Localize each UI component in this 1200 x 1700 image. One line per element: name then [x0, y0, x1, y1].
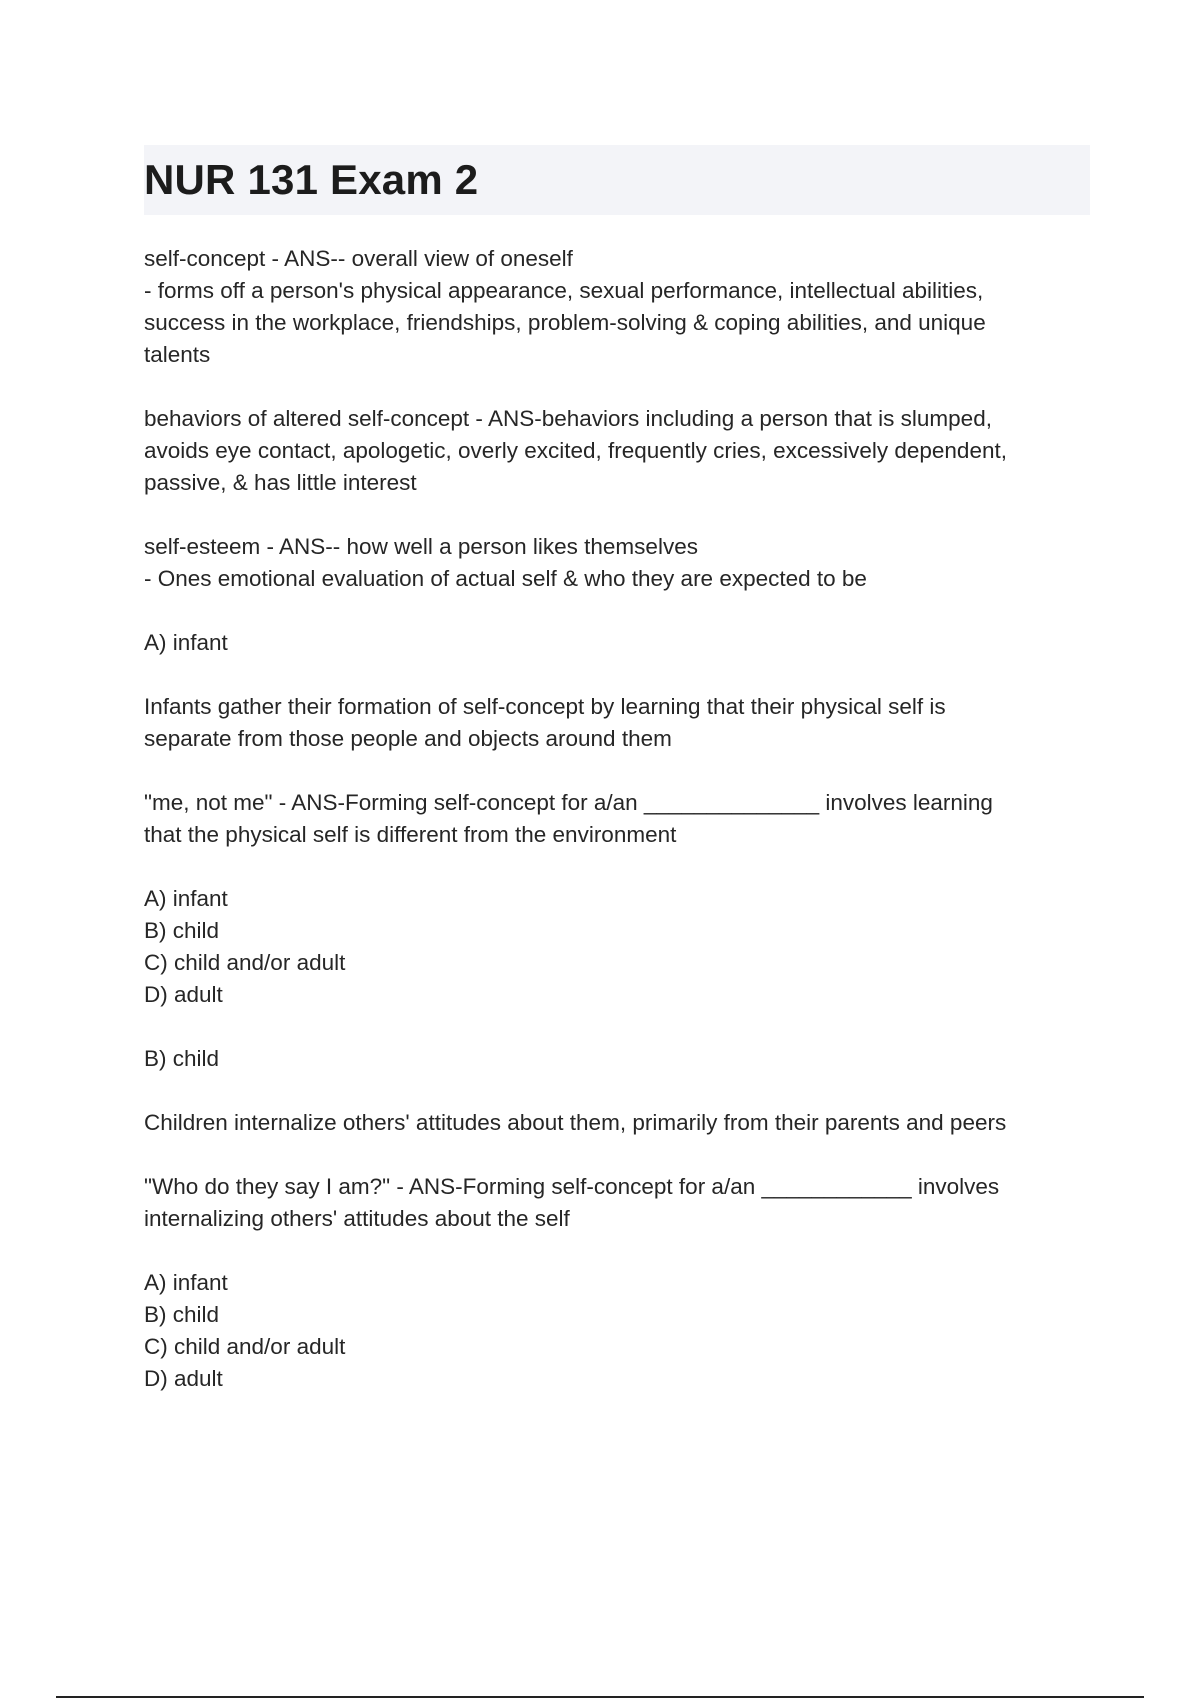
text-line: separate from those people and objects around them	[144, 726, 672, 751]
option-line: D) adult	[144, 982, 223, 1007]
option-line: C) child and/or adult	[144, 1334, 346, 1359]
explanation-block	[144, 1107, 1094, 1139]
text-block-self-concept	[144, 243, 1094, 371]
text-line: behaviors of altered self-concept - ANS-behaviors including a person that is slumped,	[144, 406, 992, 431]
option-line: C) child and/or adult	[144, 950, 346, 975]
text-line: - forms off a person's physical appearance, sexual performance, intellectual abilities,	[144, 278, 984, 303]
option-line: A) infant	[144, 886, 228, 911]
question-line: internalizing others' attitudes about the self	[144, 1206, 570, 1231]
explanation-block	[144, 691, 1094, 755]
option-line: B) child	[144, 918, 220, 943]
question-line: "Who do they say I am?" - ANS-Forming self-concept for a/an ____________ involves	[144, 1174, 1000, 1199]
question-block	[144, 1171, 1094, 1235]
text-line: talents	[144, 342, 211, 367]
text-line: - Ones emotional evaluation of actual self & who they are expected to be	[144, 566, 867, 591]
question-line: "me, not me" - ANS-Forming self-concept for a/an ______________ involves learning	[144, 790, 993, 815]
document-content	[144, 243, 1094, 1427]
options-block	[144, 883, 1094, 1011]
option-line: A) infant	[144, 1270, 228, 1295]
text-line: Infants gather their formation of self-concept by learning that their physical self is	[144, 694, 946, 719]
options-block	[144, 1267, 1094, 1395]
footer-divider	[56, 1696, 1144, 1698]
answer-line: A) infant	[144, 630, 228, 655]
title-band	[144, 145, 1090, 215]
text-block-self-esteem	[144, 531, 1094, 595]
question-block	[144, 787, 1094, 851]
text-line: passive, & has little interest	[144, 470, 417, 495]
text-block-altered-self-concept	[144, 403, 1094, 499]
page-title: NUR 131 Exam 2	[144, 156, 479, 203]
text-line: Children internalize others' attitudes about them, primarily from their parents and peers	[144, 1110, 1007, 1135]
answer-block	[144, 627, 1094, 659]
text-line: self-esteem - ANS-- how well a person likes themselves	[144, 534, 698, 559]
answer-block	[144, 1043, 1094, 1075]
text-line: self-concept - ANS-- overall view of oneself	[144, 246, 573, 271]
option-line: D) adult	[144, 1366, 223, 1391]
option-line: B) child	[144, 1302, 220, 1327]
answer-line: B) child	[144, 1046, 220, 1071]
question-line: that the physical self is different from the environment	[144, 822, 677, 847]
text-line: success in the workplace, friendships, problem-solving & coping abilities, and unique	[144, 310, 986, 335]
text-line: avoids eye contact, apologetic, overly excited, frequently cries, excessively dependent,	[144, 438, 1007, 463]
